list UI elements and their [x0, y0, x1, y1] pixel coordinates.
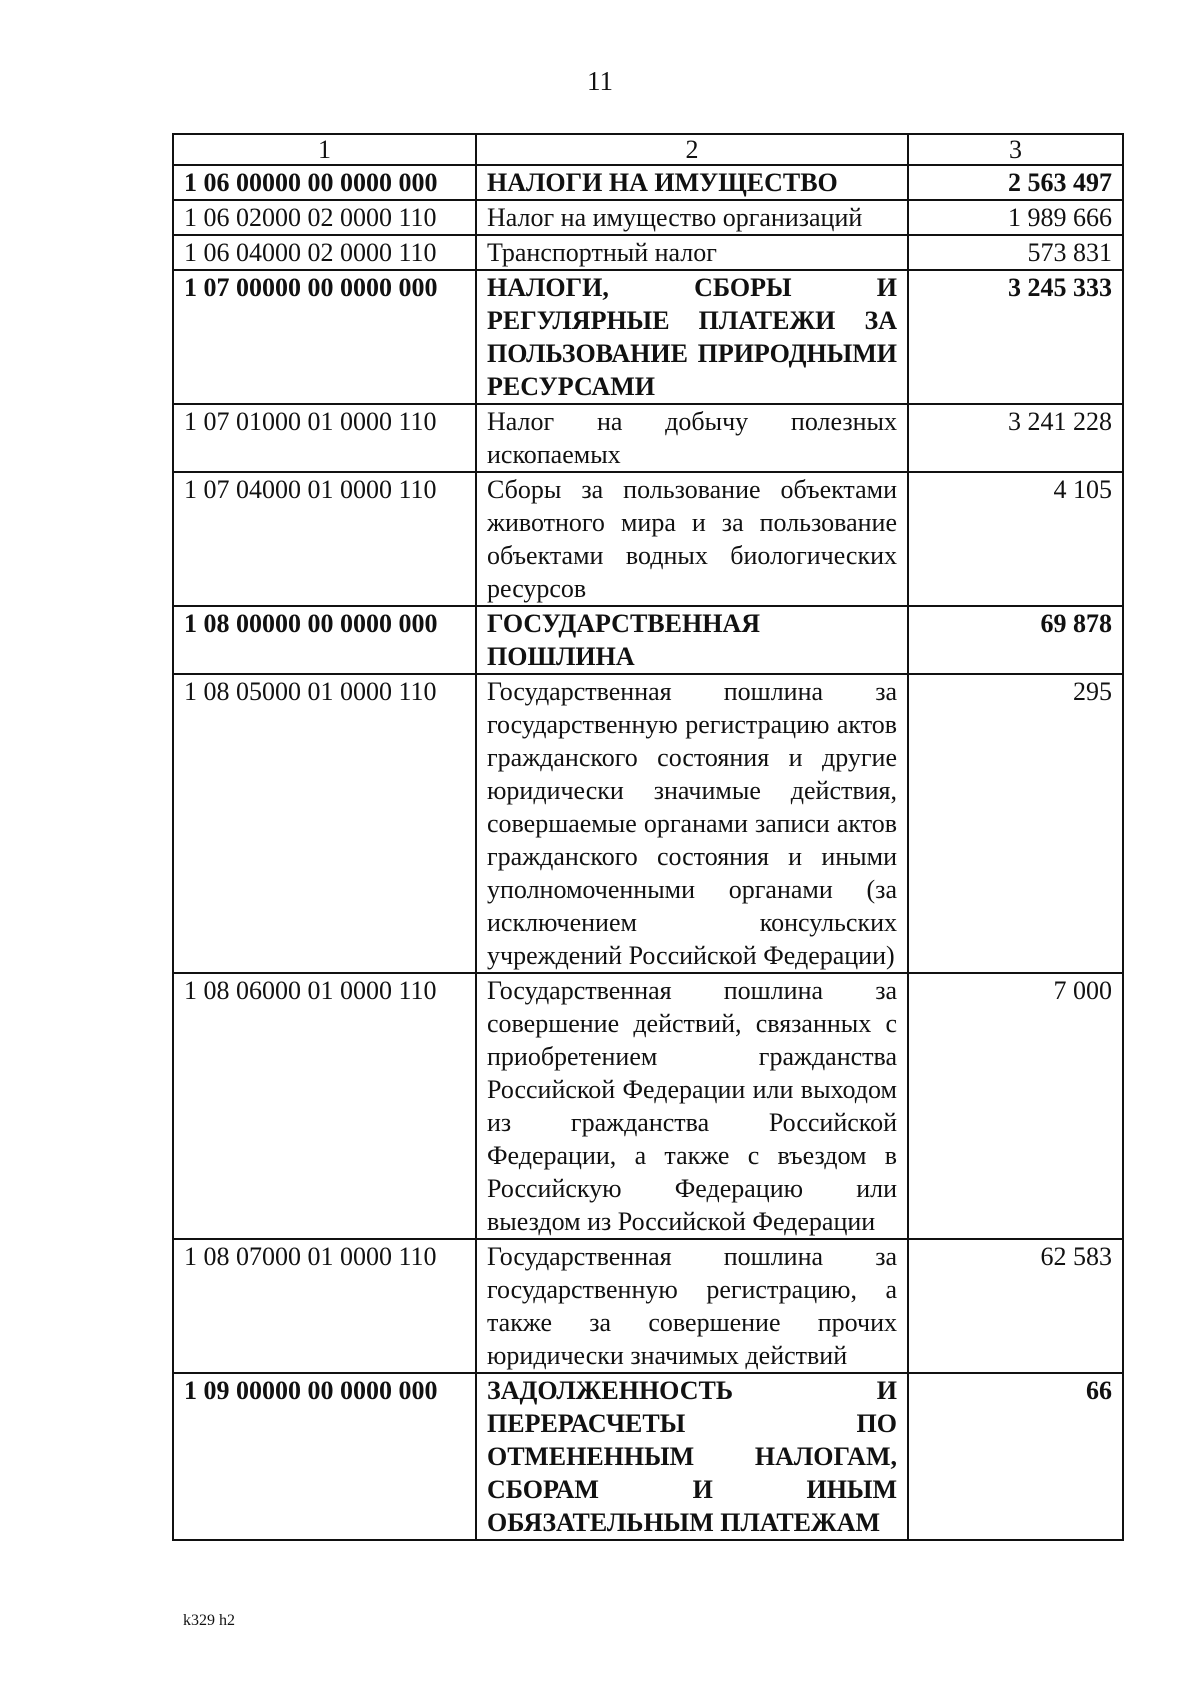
row-name-cell: ЗАДОЛЖЕННОСТЬ И ПЕРЕРАСЧЕТЫ ПО ОТМЕНЕННЫМ НАЛОГАМ, СБОРАМ И ИНЫМ ОБЯЗАТЕЛЬНЫМ ПЛАТЕЖАМ: [476, 1373, 908, 1540]
row-amount-cell: 3 241 228: [908, 404, 1123, 472]
row-amount-cell: 62 583: [908, 1239, 1123, 1373]
row-name-cell: Налог на имущество организаций: [476, 200, 908, 235]
row-amount-cell: 1 989 666: [908, 200, 1123, 235]
row-amount-cell: 66: [908, 1373, 1123, 1540]
row-code-cell: 1 06 00000 00 0000 000: [173, 165, 476, 200]
header-cell-name: 2: [476, 134, 908, 165]
header-cell-amount: 3: [908, 134, 1123, 165]
table-row: [173, 165, 1123, 200]
budget-revenue-table: [172, 133, 1124, 1541]
row-amount-cell: 2 563 497: [908, 165, 1123, 200]
row-name-cell: Транспортный налог: [476, 235, 908, 270]
budget-table-body: [173, 134, 1123, 1540]
row-amount-cell: 4 105: [908, 472, 1123, 606]
table-row: [173, 973, 1123, 1239]
row-code-cell: 1 07 01000 01 0000 110: [173, 404, 476, 472]
row-code-cell: 1 08 06000 01 0000 110: [173, 973, 476, 1239]
row-name-cell: НАЛОГИ, СБОРЫ И РЕГУЛЯРНЫЕ ПЛАТЕЖИ ЗА ПОЛЬЗОВАНИЕ ПРИРОДНЫМИ РЕСУРСАМИ: [476, 270, 908, 404]
table-row: [173, 472, 1123, 606]
row-code-cell: 1 07 04000 01 0000 110: [173, 472, 476, 606]
row-name-cell: ГОСУДАРСТВЕННАЯ ПОШЛИНА: [476, 606, 908, 674]
row-name-cell: Государственная пошлина за совершение действий, связанных с приобретением гражданства Российской Федерации или выходом из гражданства Российской Федерации, а также с въездом в Российскую Федерацию или выездом из Российской Федерации: [476, 973, 908, 1239]
table-header-row: [173, 134, 1123, 165]
row-code-cell: 1 07 00000 00 0000 000: [173, 270, 476, 404]
row-code-cell: 1 08 00000 00 0000 000: [173, 606, 476, 674]
table-row: [173, 674, 1123, 973]
row-code-cell: 1 06 04000 02 0000 110: [173, 235, 476, 270]
table-row: [173, 235, 1123, 270]
table-row: [173, 200, 1123, 235]
row-amount-cell: 3 245 333: [908, 270, 1123, 404]
row-name-cell: Сборы за пользование объектами животного мира и за пользование объектами водных биологических ресурсов: [476, 472, 908, 606]
table-row: [173, 404, 1123, 472]
row-amount-cell: 7 000: [908, 973, 1123, 1239]
row-name-cell: Государственная пошлина за государственную регистрацию, а также за совершение прочих юридически значимых действий: [476, 1239, 908, 1373]
row-amount-cell: 69 878: [908, 606, 1123, 674]
row-code-cell: 1 08 07000 01 0000 110: [173, 1239, 476, 1373]
table-row: [173, 606, 1123, 674]
row-amount-cell: 573 831: [908, 235, 1123, 270]
row-code-cell: 1 06 02000 02 0000 110: [173, 200, 476, 235]
row-name-cell: Налог на добычу полезных ископаемых: [476, 404, 908, 472]
header-cell-code: 1: [173, 134, 476, 165]
row-name-cell: Государственная пошлина за государственную регистрацию актов гражданского состояния и другие юридически значимые действия, совершаемые органами записи актов гражданского состояния и иными уполномоченными органами (за исключением консульских учреждений Российской Федерации): [476, 674, 908, 973]
row-code-cell: 1 08 05000 01 0000 110: [173, 674, 476, 973]
table-row: [173, 1239, 1123, 1373]
document-footer-code: k329 h2: [183, 1612, 235, 1629]
row-name-cell: НАЛОГИ НА ИМУЩЕСТВО: [476, 165, 908, 200]
table-row: [173, 270, 1123, 404]
row-code-cell: 1 09 00000 00 0000 000: [173, 1373, 476, 1540]
table-row: [173, 1373, 1123, 1540]
row-amount-cell: 295: [908, 674, 1123, 973]
page-number: 11: [587, 66, 613, 96]
